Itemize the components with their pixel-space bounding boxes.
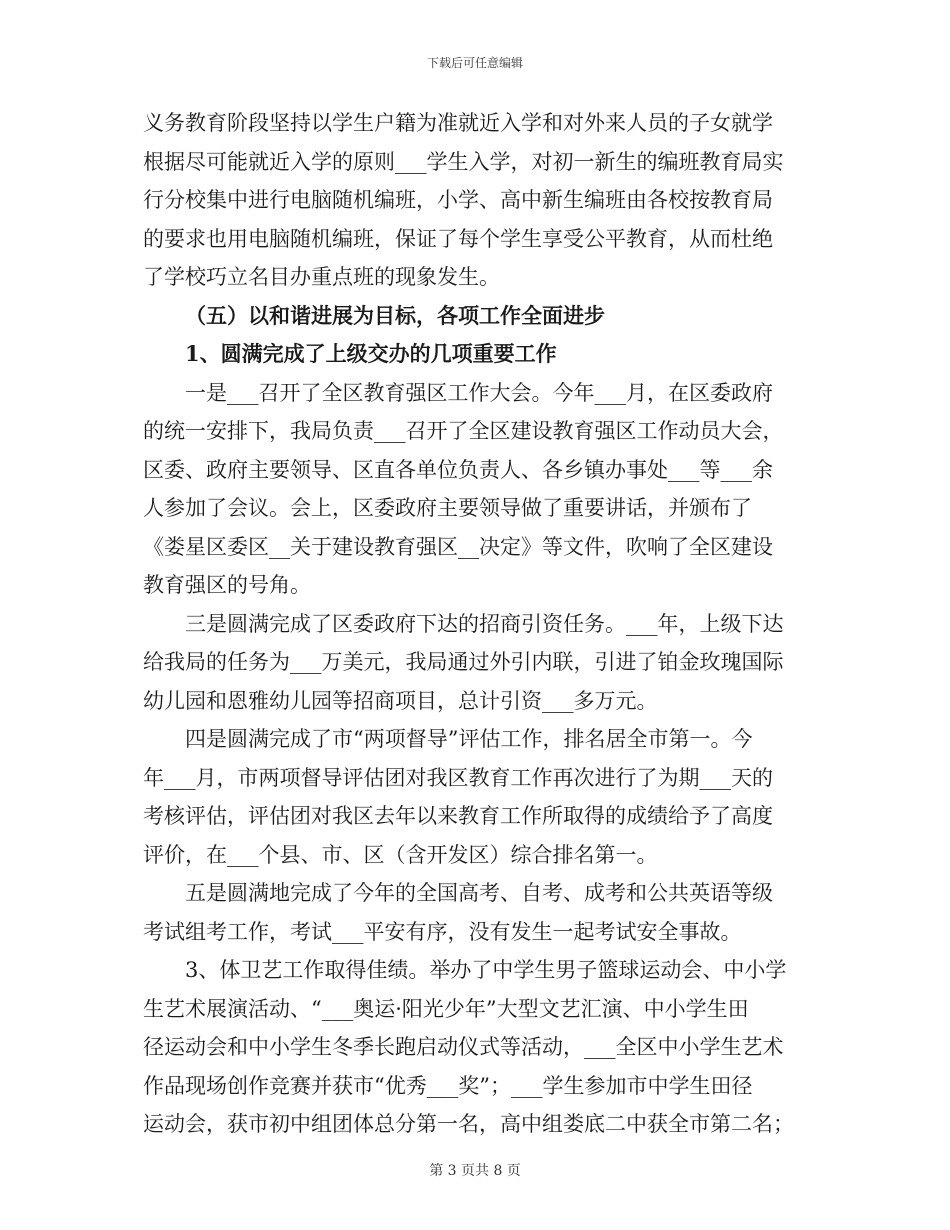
- paragraph-line: 根据尽可能就近入学的原则___学生入学，对初一新生的编班教育局实: [143, 149, 784, 174]
- paragraph-line: 评价，在___个县、市、区（含开发区）综合排名第一。: [143, 842, 658, 867]
- paragraph-line: 给我局的任务为___万美元，我局通过外引内联，引进了铂金玫瑰国际: [143, 650, 784, 674]
- paragraph-line: 年___月，市两项督导评估团对我区教育工作再次进行了为期___天的: [143, 765, 773, 790]
- paragraph-line: 了学校巧立名目办重点班的现象发生。: [143, 265, 500, 289]
- paragraph-line: 3、体卫艺工作取得佳绩。举办了中学生男子篮球运动会、中小学: [185, 958, 787, 982]
- section-heading: （五）以和谐进展为目标，各项工作全面进步: [185, 302, 605, 328]
- paragraph-line: 《娄星区委区__关于建设教育强区__决定》等文件，吹响了全区建设: [143, 534, 773, 559]
- page-header: 下载后可任意编辑: [426, 56, 523, 70]
- paragraph-line: 义务教育阶段坚持以学生户籍为准就近入学和对外来人员的子女就学: [143, 111, 773, 135]
- paragraph-line: 行分校集中进行电脑随机编班，小学、高中新生编班由各校按教育局: [143, 188, 773, 212]
- paragraph-line: 幼儿园和恩雅幼儿园等招商项目，总计引资___多万元。: [143, 688, 658, 713]
- paragraph-line: 考试组考工作，考试___平安有序，没有发生一起考试安全事故。: [143, 919, 742, 944]
- section-heading: 1、圆满完成了上级交办的几项重要工作: [185, 341, 557, 366]
- paragraph-line: 三是圆满完成了区委政府下达的招商引资任务。___年，上级下达: [185, 611, 784, 636]
- paragraph-line: 的统一安排下，我局负责___召开了全区建设教育强区工作动员大会，: [143, 419, 784, 443]
- paragraph-line: 教育强区的号角。: [143, 573, 311, 597]
- paragraph-line: 径运动会和中小学生冬季长跑启动仪式等活动，___全区中小学生艺术: [143, 1035, 784, 1059]
- page-footer: 第 3 页共 8 页: [429, 1163, 521, 1179]
- paragraph-line: 作品现场创作竞赛并获市“优秀___奖”；___学生参加市中学生田径: [143, 1073, 753, 1098]
- paragraph-line: 五是圆满地完成了今年的全国高考、自考、成考和公共英语等级: [185, 881, 773, 905]
- paragraph-line: 四是圆满完成了市“两项督导”评估工作，排名居全市第一。今: [185, 727, 753, 751]
- paragraph-line: 考核评估，评估团对我区去年以来教育工作所取得的成绩给予了高度: [143, 804, 773, 828]
- paragraph-line: 运动会，获市初中组团体总分第一名，高中组娄底二中获全市第二名；: [143, 1112, 794, 1136]
- paragraph-line: 一是___召开了全区教育强区工作大会。今年___月，在区委政府: [185, 380, 773, 405]
- paragraph-line: 生艺术展演活动、“___奥运·阳光少年”大型文艺汇演、中小学生田: [143, 996, 749, 1021]
- paragraph-line: 区委、政府主要领导、区直各单位负责人、各乡镇办事处___等___余: [143, 457, 773, 482]
- paragraph-line: 的要求也用电脑随机编班，保证了每个学生享受公平教育，从而杜绝: [143, 226, 773, 251]
- document-body: [143, 104, 808, 1144]
- paragraph-line: 人参加了会议。会上，区委政府主要领导做了重要讲话，并颁布了: [143, 496, 752, 520]
